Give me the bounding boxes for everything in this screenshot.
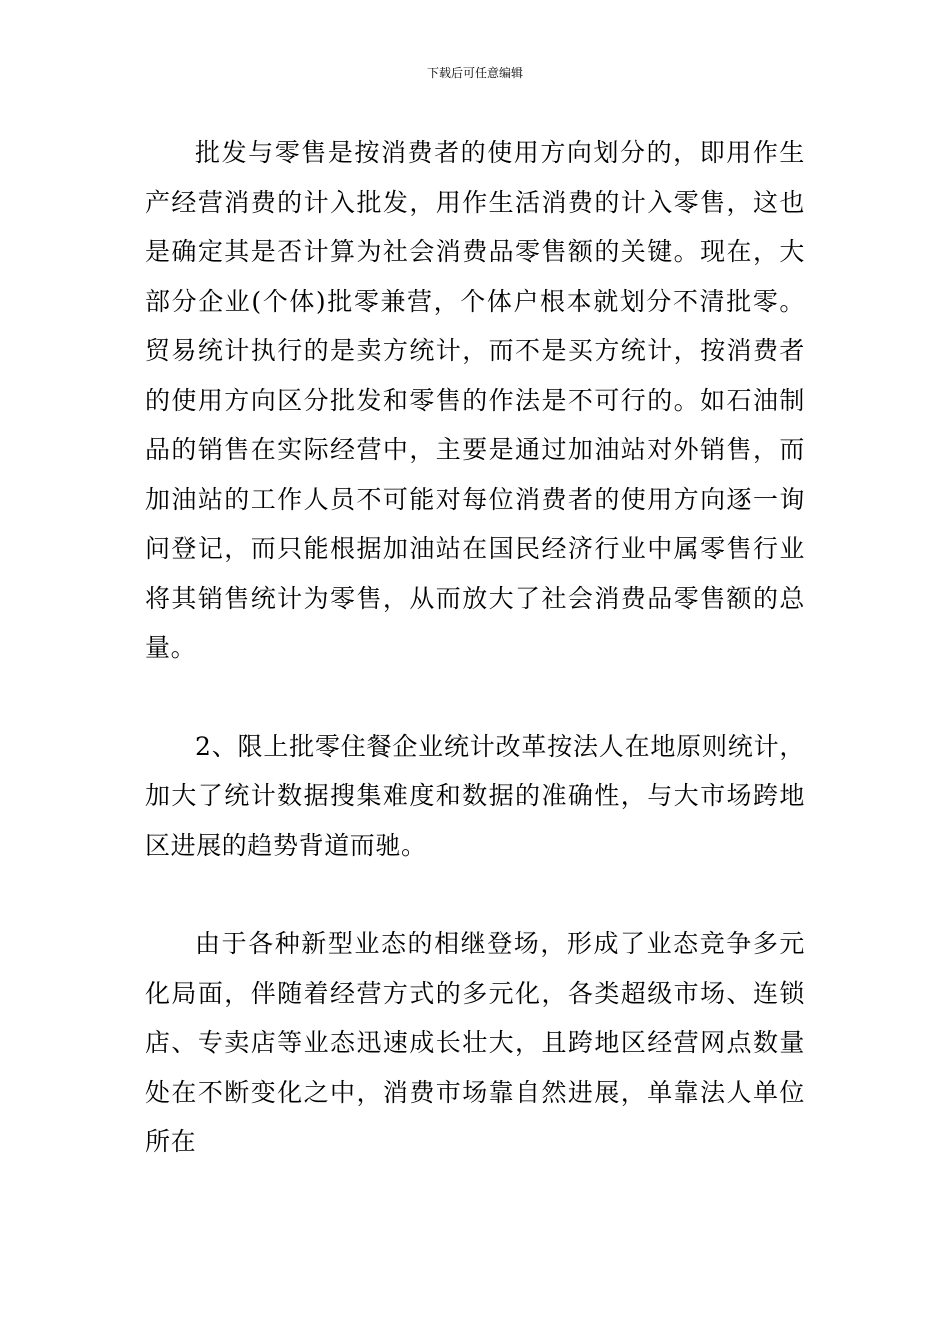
paragraph-point-2: 2、限上批零住餐企业统计改革按法人在地原则统计，加大了统计数据搜集难度和数据的准确性，与大市场跨地区进展的趋势背道而驰。 <box>145 731 805 860</box>
paragraph-spacer <box>145 870 805 919</box>
paragraph-new-formats: 由于各种新型业态的相继登场，形成了业态竞争多元化局面，伴随着经营方式的多元化，各类超级市场、连锁店、专卖店等业态迅速成长壮大，且跨地区经营网点数量处在不断变化之中，消费市场靠自然进展，单靠法人单位所在 <box>145 929 805 1156</box>
paragraph-spacer <box>145 673 805 722</box>
document-body <box>145 128 805 1167</box>
page-header: 下载后可任意编辑 <box>426 66 523 80</box>
paragraph-wholesale-retail: 批发与零售是按消费者的使用方向划分的，即用作生产经营消费的计入批发，用作生活消费的计入零售，这也是确定其是否计算为社会消费品零售额的关键。现在，大部分企业(个体)批零兼营，个体户根本就划分不清批零。贸易统计执行的是卖方统计，而不是买方统计，按消费者的使用方向区分批发和零售的作法是不可行的。如石油制品的销售在实际经营中，主要是通过加油站对外销售，而加油站的工作人员不可能对每位消费者的使用方向逐一询问登记，而只能根据加油站在国民经济行业中属零售行业将其销售统计为零售，从而放大了社会消费品零售额的总量。 <box>145 138 805 662</box>
